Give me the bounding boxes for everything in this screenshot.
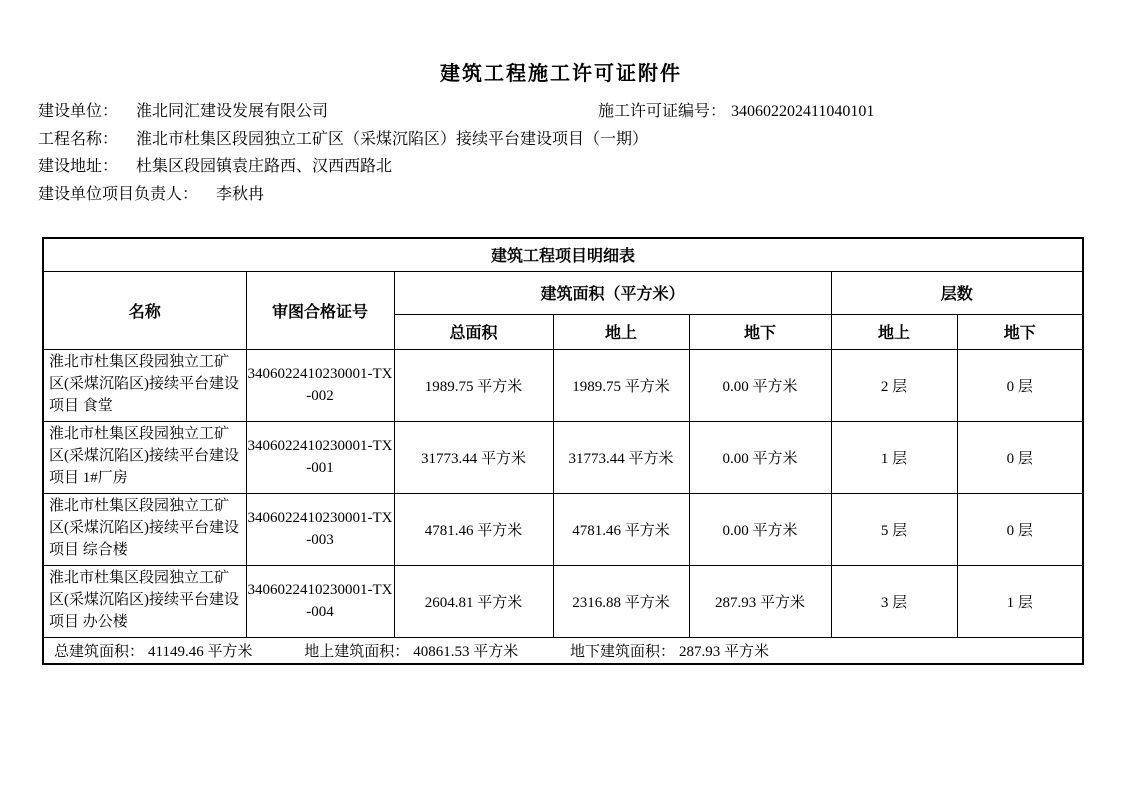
column-header-floors-group: 层数 xyxy=(831,271,1083,314)
owner-label: 建设单位： xyxy=(38,103,119,120)
table-summary-row xyxy=(43,637,1083,664)
table-row xyxy=(43,421,1083,493)
above-area-cell: 1989.75 平方米 xyxy=(553,349,689,421)
table-row xyxy=(43,493,1083,565)
column-header-below-floors: 地下 xyxy=(957,314,1083,349)
table-row xyxy=(43,349,1083,421)
document-title: 建筑工程施工许可证附件 xyxy=(440,63,682,85)
total-area-cell: 2604.81 平方米 xyxy=(394,565,553,637)
below-area-summary xyxy=(570,644,769,660)
project-name-cell: 淮北市杜集区段园独立工矿区(采煤沉陷区)接续平台建设项目 食堂 xyxy=(43,349,246,421)
project-detail-table xyxy=(42,237,1084,665)
below-floors-cell: 1 层 xyxy=(957,565,1083,637)
certificate-cell: 3406022410230001-TX-002 xyxy=(246,349,394,421)
below-area-summary-value: 287.93 平方米 xyxy=(679,643,770,660)
project-name-value: 淮北市杜集区段园独立工矿区（采煤沉陷区）接续平台建设项目（一期） xyxy=(136,130,649,148)
above-floors-cell: 1 层 xyxy=(831,421,957,493)
below-area-cell: 0.00 平方米 xyxy=(689,493,831,565)
below-area-cell: 0.00 平方米 xyxy=(689,421,831,493)
below-area-cell: 287.93 平方米 xyxy=(689,565,831,637)
column-header-name: 名称 xyxy=(43,271,246,349)
table-row xyxy=(43,565,1083,637)
manager-label: 建设单位项目负责人： xyxy=(38,185,199,203)
column-header-above-area: 地上 xyxy=(553,314,689,349)
info-line-manager xyxy=(38,181,1122,209)
above-area-summary-value: 40861.53 平方米 xyxy=(413,643,519,660)
info-line-project-name xyxy=(38,126,1122,154)
manager-value: 李秋冉 xyxy=(216,185,265,203)
info-line-address xyxy=(38,153,1122,181)
address-value: 杜集区段园镇袁庄路西、汉西西路北 xyxy=(136,158,393,175)
permit-number-value: 340602202411040101 xyxy=(731,103,875,120)
total-area-cell: 1989.75 平方米 xyxy=(394,349,553,421)
above-area-cell: 31773.44 平方米 xyxy=(553,421,689,493)
certificate-cell: 3406022410230001-TX-003 xyxy=(246,493,394,565)
summary-cell xyxy=(43,637,1083,664)
above-area-summary-label: 地上建筑面积： xyxy=(304,643,410,660)
total-area-summary-label: 总建筑面积： xyxy=(54,643,145,660)
address-label: 建设地址： xyxy=(38,158,119,175)
below-area-cell: 0.00 平方米 xyxy=(689,349,831,421)
certificate-cell: 3406022410230001-TX-004 xyxy=(246,565,394,637)
permit-number xyxy=(598,98,874,126)
project-name-cell: 淮北市杜集区段园独立工矿区(采煤沉陷区)接续平台建设项目 综合楼 xyxy=(43,493,246,565)
info-block xyxy=(38,98,1122,208)
above-area-cell: 2316.88 平方米 xyxy=(553,565,689,637)
project-name-label: 工程名称： xyxy=(38,130,119,148)
above-floors-cell: 5 层 xyxy=(831,493,957,565)
column-header-certificate: 审图合格证号 xyxy=(246,271,394,349)
above-area-cell: 4781.46 平方米 xyxy=(553,493,689,565)
certificate-cell: 3406022410230001-TX-001 xyxy=(246,421,394,493)
below-floors-cell: 0 层 xyxy=(957,493,1083,565)
total-area-summary-value: 41149.46 平方米 xyxy=(148,643,253,660)
column-header-area-group: 建筑面积（平方米） xyxy=(394,271,831,314)
above-floors-cell: 3 层 xyxy=(831,565,957,637)
total-area-cell: 31773.44 平方米 xyxy=(394,421,553,493)
permit-number-label: 施工许可证编号： xyxy=(598,103,727,120)
owner-value: 淮北同汇建设发展有限公司 xyxy=(136,103,329,120)
table-title: 建筑工程项目明细表 xyxy=(43,238,1083,271)
total-area-cell: 4781.46 平方米 xyxy=(394,493,553,565)
column-header-total-area: 总面积 xyxy=(394,314,553,349)
below-floors-cell: 0 层 xyxy=(957,421,1083,493)
above-area-summary xyxy=(304,644,518,660)
column-header-above-floors: 地上 xyxy=(831,314,957,349)
table-title-row xyxy=(43,238,1083,271)
table-header-row-groups xyxy=(43,271,1083,314)
below-area-summary-label: 地下建筑面积： xyxy=(570,643,676,660)
column-header-below-area: 地下 xyxy=(689,314,831,349)
info-line-owner xyxy=(38,98,1122,126)
below-floors-cell: 0 层 xyxy=(957,349,1083,421)
project-name-cell: 淮北市杜集区段园独立工矿区(采煤沉陷区)接续平台建设项目 办公楼 xyxy=(43,565,246,637)
total-area-summary xyxy=(54,644,252,660)
above-floors-cell: 2 层 xyxy=(831,349,957,421)
project-name-cell: 淮北市杜集区段园独立工矿区(采煤沉陷区)接续平台建设项目 1#厂房 xyxy=(43,421,246,493)
